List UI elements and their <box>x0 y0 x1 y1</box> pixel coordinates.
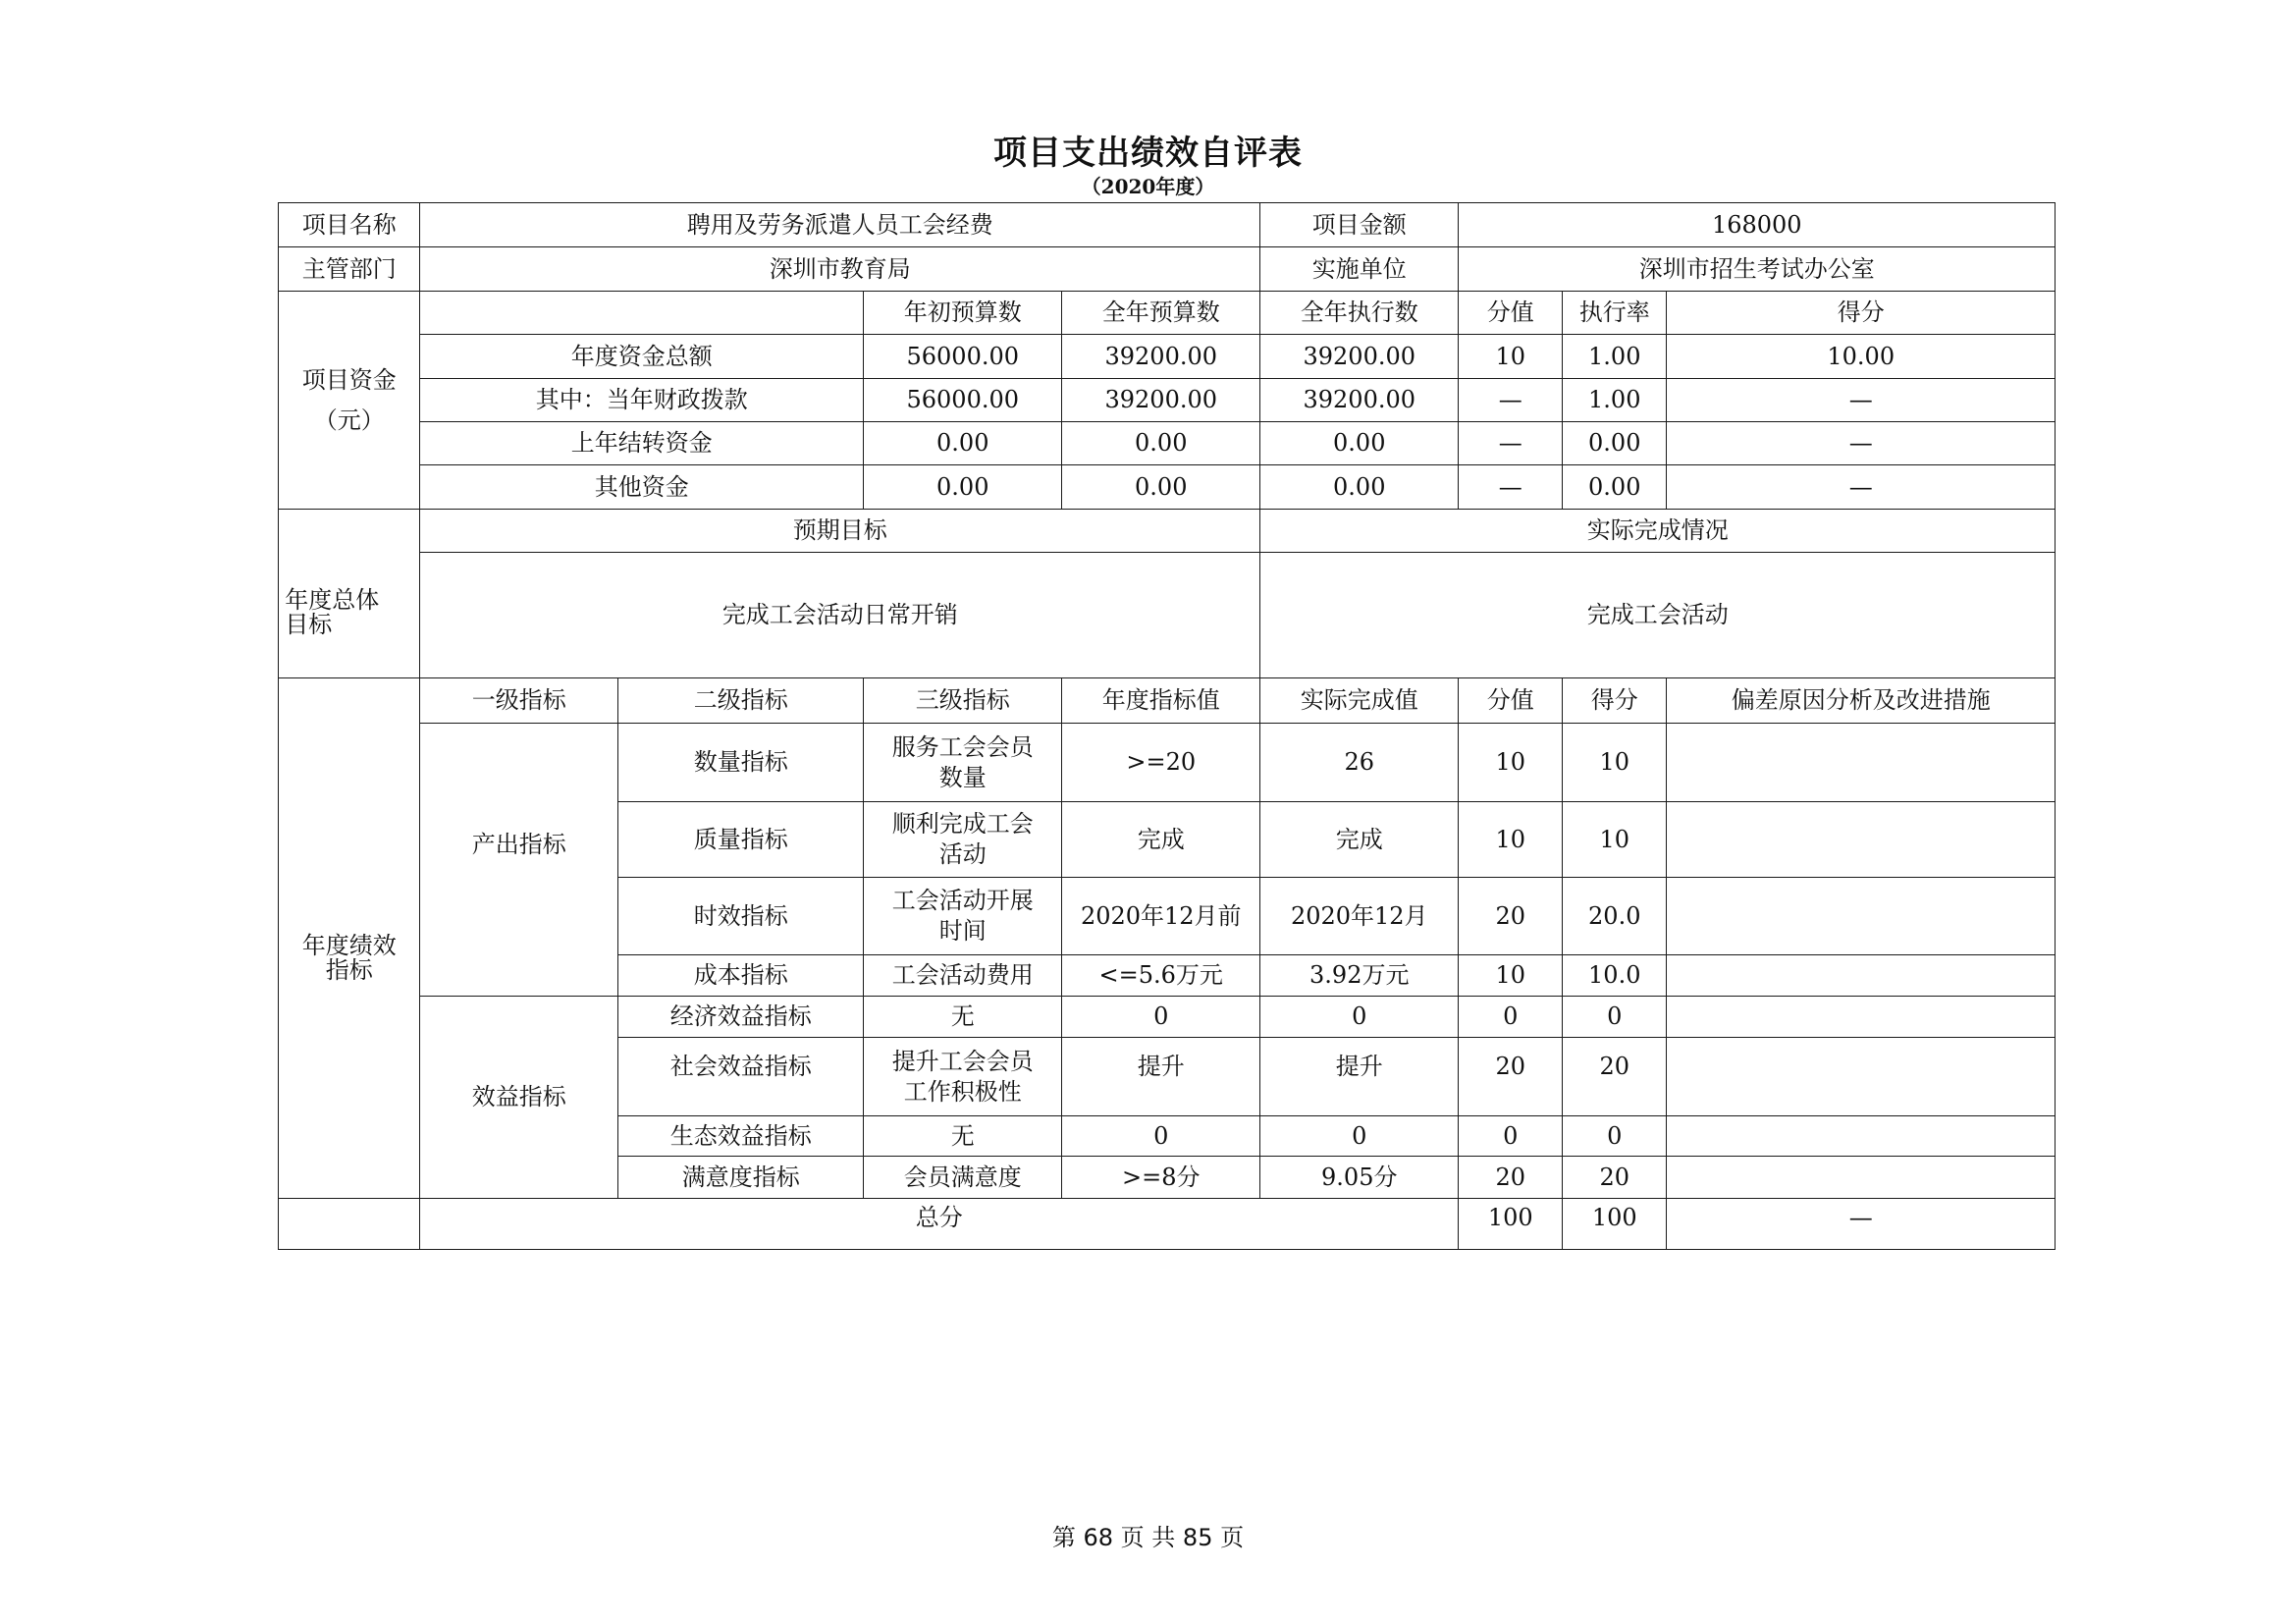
funding-header-executed <box>1259 291 1459 335</box>
cell-text: 无 <box>950 1121 975 1150</box>
cell-text: 0 <box>1153 1002 1169 1031</box>
cell-text: 100 <box>1487 1204 1533 1232</box>
funding-row-annual <box>1061 464 1260 510</box>
cell-text: — <box>1498 429 1522 458</box>
ind-target <box>1061 1156 1260 1199</box>
header-text: 得分 <box>1590 686 1638 715</box>
ind-header-level3 <box>863 677 1062 724</box>
funding-header-annual <box>1061 291 1260 335</box>
ind-weight <box>1458 1115 1563 1157</box>
ind-analysis <box>1666 723 2056 802</box>
implementer-value <box>1458 246 2056 292</box>
funding-row-score <box>1666 334 2056 379</box>
funding-header-weight <box>1458 291 1563 335</box>
funding-row-name <box>419 378 864 422</box>
department-label <box>278 246 420 292</box>
funding-row-weight <box>1458 378 1563 422</box>
cell-text: 数量 <box>938 763 987 791</box>
cell-text: — <box>1848 1204 1873 1232</box>
project-amount-value <box>1458 202 2056 247</box>
header-text: 三级指标 <box>915 686 1010 715</box>
ind-level2 <box>617 723 864 802</box>
cell-text: 20 <box>1495 1163 1526 1191</box>
cell-text: 经济效益指标 <box>669 1002 812 1031</box>
label-line: 项目资金 <box>301 365 397 394</box>
cell-text: 0 <box>1607 1002 1623 1031</box>
label-text: 项目金额 <box>1311 210 1407 239</box>
ind-level3 <box>863 954 1062 997</box>
ind-weight <box>1458 877 1563 955</box>
ind-level2 <box>617 801 864 878</box>
cell-text: 成本指标 <box>693 961 788 990</box>
cell-text: 0.00 <box>1333 429 1386 458</box>
ind-level3 <box>863 801 1062 878</box>
value-text: 聘用及劳务派遣人员工会经费 <box>686 210 993 239</box>
cell-text: 56000.00 <box>906 342 1019 370</box>
ind-actual <box>1259 1115 1459 1157</box>
ind-actual <box>1259 801 1459 878</box>
funding-row-initial <box>863 334 1062 379</box>
cell-text: 0.00 <box>1588 429 1641 458</box>
ind-actual <box>1259 954 1459 997</box>
cell-text: 10 <box>1495 961 1526 990</box>
cell-text: 会员满意度 <box>903 1163 1022 1191</box>
cell-text: 提升工会会员 <box>891 1047 1034 1075</box>
cell-text: — <box>1848 429 1873 458</box>
ind-weight <box>1458 1037 1563 1116</box>
ind-target <box>1061 723 1260 802</box>
goals-expected-header <box>419 509 1260 553</box>
cell-text: 0 <box>1153 1121 1169 1150</box>
header-text: 得分 <box>1837 298 1885 327</box>
cell-text: 时间 <box>938 917 987 946</box>
cell-text: 服务工会会员 <box>891 732 1034 761</box>
cell-text: >=8分 <box>1122 1163 1201 1191</box>
label-text: 项目名称 <box>301 210 397 239</box>
value-text: 深圳市招生考试办公室 <box>1638 254 1875 283</box>
header-text: 预期目标 <box>792 516 887 545</box>
value-text: 深圳市教育局 <box>769 254 911 283</box>
header-text: 偏差原因分析及改进措施 <box>1731 686 1991 715</box>
funding-row-rate <box>1562 421 1667 465</box>
cell-text: 顺利完成工会 <box>891 810 1034 839</box>
cell-text: 39200.00 <box>1303 386 1415 414</box>
ind-level3 <box>863 723 1062 802</box>
ind-level2 <box>617 1115 864 1157</box>
cell-text: 26 <box>1344 748 1375 777</box>
ind-level3 <box>863 1156 1062 1199</box>
ind-weight <box>1458 954 1563 997</box>
cell-text: 20 <box>1599 1163 1630 1191</box>
goals-expected-value <box>419 552 1260 678</box>
cell-text: 社会效益指标 <box>669 1053 812 1081</box>
cell-text: 10 <box>1495 342 1526 370</box>
label-line: 年度总体 <box>285 585 380 614</box>
cell-text: 0.00 <box>936 429 989 458</box>
cell-text: 10 <box>1495 825 1526 853</box>
ind-analysis <box>1666 996 2056 1038</box>
ind-weight <box>1458 1156 1563 1199</box>
cell-text: — <box>1498 386 1522 414</box>
funding-header-score <box>1666 291 2056 335</box>
header-text: 全年执行数 <box>1300 298 1418 327</box>
ind-score <box>1562 1156 1667 1199</box>
funding-row-rate <box>1562 334 1667 379</box>
funding-row-annual <box>1061 421 1260 465</box>
ind-actual <box>1259 877 1459 955</box>
ind-score <box>1562 801 1667 878</box>
ind-analysis <box>1666 1115 2056 1157</box>
ind-header-target <box>1061 677 1260 724</box>
cell-text: 1.00 <box>1588 386 1641 414</box>
cell-text: 20 <box>1495 901 1526 930</box>
cell-text: — <box>1848 386 1873 414</box>
cell-text: 3.92万元 <box>1309 961 1410 990</box>
project-name-value <box>419 202 1260 247</box>
cell-text: — <box>1848 472 1873 501</box>
cell-text: 0 <box>1352 1002 1367 1031</box>
ind-target <box>1061 1115 1260 1157</box>
cell-text: 0.00 <box>936 472 989 501</box>
page-number: 第 68 页 共 85 页 <box>1051 1524 1245 1551</box>
cell-text: 完成 <box>1335 825 1383 853</box>
cell-text: 20 <box>1599 1053 1630 1081</box>
ind-analysis <box>1666 801 2056 878</box>
label-text: 主管部门 <box>301 254 397 283</box>
header-text: 分值 <box>1486 686 1534 715</box>
cell-text: 时效指标 <box>693 901 788 930</box>
ind-level2 <box>617 1037 864 1116</box>
cell-text: 9.05分 <box>1321 1163 1398 1191</box>
cell-text: 0.00 <box>1135 429 1188 458</box>
ind-weight <box>1458 723 1563 802</box>
ind-weight <box>1458 801 1563 878</box>
cell-text: 39200.00 <box>1303 342 1415 370</box>
label-line: 年度绩效 <box>301 931 397 959</box>
ind-weight <box>1458 996 1563 1038</box>
cell-text: 100 <box>1591 1204 1637 1232</box>
page-title: 项目支出绩效自评表 <box>993 134 1303 173</box>
total-analysis <box>1666 1198 2056 1250</box>
cell-text: 2020年12月 <box>1290 901 1428 930</box>
ind-analysis <box>1666 954 2056 997</box>
cell-text: 20 <box>1495 1053 1526 1081</box>
header-text: 全年预算数 <box>1101 298 1220 327</box>
cell-text: 活动 <box>938 840 987 869</box>
value-text: 168000 <box>1711 210 1802 239</box>
label-text: 实施单位 <box>1311 254 1407 283</box>
ind-score <box>1562 1037 1667 1116</box>
ind-actual <box>1259 723 1459 802</box>
cell-text: 0 <box>1503 1121 1519 1150</box>
cell-text: 上年结转资金 <box>570 429 713 458</box>
cell-text: 满意度指标 <box>681 1163 800 1191</box>
ind-actual <box>1259 1037 1459 1116</box>
value-text: 完成工会活动日常开销 <box>721 601 958 629</box>
ind-score <box>1562 996 1667 1038</box>
cell-text: 0.00 <box>1135 472 1188 501</box>
funding-row-weight <box>1458 464 1563 510</box>
cell-text: 完成 <box>1137 825 1185 853</box>
funding-row-weight <box>1458 334 1563 379</box>
funding-row-executed <box>1259 464 1459 510</box>
ind-analysis <box>1666 1156 2056 1199</box>
cell-text: 质量指标 <box>693 825 788 853</box>
cell-text: 10.00 <box>1827 342 1896 370</box>
cell-text: — <box>1498 472 1522 501</box>
ind-actual <box>1259 996 1459 1038</box>
header-text: 实际完成情况 <box>1586 516 1729 545</box>
goals-actual-value <box>1259 552 2056 678</box>
funding-row-executed <box>1259 421 1459 465</box>
total-blank <box>278 1198 420 1250</box>
cell-text: 56000.00 <box>906 386 1019 414</box>
header-text: 执行率 <box>1578 298 1650 327</box>
cell-text: 年度资金总额 <box>570 342 713 370</box>
ind-level2 <box>617 1156 864 1199</box>
cell-text: 0 <box>1352 1121 1367 1150</box>
funding-row-annual <box>1061 378 1260 422</box>
goals-label <box>278 509 420 678</box>
cell-text: 10 <box>1495 748 1526 777</box>
cell-text: 其中：当年财政拨款 <box>535 386 748 414</box>
ind-target <box>1061 877 1260 955</box>
ind-score <box>1562 954 1667 997</box>
ind-level2 <box>617 954 864 997</box>
ind-score <box>1562 1115 1667 1157</box>
cell-text: 无 <box>950 1002 975 1031</box>
project-name-label <box>278 202 420 247</box>
cell-text: 10 <box>1599 825 1630 853</box>
ind-target <box>1061 996 1260 1038</box>
indicators-label <box>278 677 420 1199</box>
ind-header-analysis <box>1666 677 2056 724</box>
ind-level3 <box>863 1037 1062 1116</box>
header-text: 二级指标 <box>693 686 788 715</box>
funding-row-executed <box>1259 378 1459 422</box>
department-value <box>419 246 1260 292</box>
ind-level3 <box>863 1115 1062 1157</box>
ind-level2 <box>617 877 864 955</box>
cell-text: 20.0 <box>1588 901 1641 930</box>
funding-row-annual <box>1061 334 1260 379</box>
header-text: 年初预算数 <box>903 298 1022 327</box>
cell-text: 工作积极性 <box>903 1077 1022 1106</box>
cell-text: 提升 <box>1335 1053 1383 1081</box>
ind-header-level2 <box>617 677 864 724</box>
cell-text: 数量指标 <box>693 748 788 777</box>
total-label <box>419 1198 1459 1250</box>
cell-text: 39200.00 <box>1104 386 1217 414</box>
label-line: （元） <box>313 406 385 434</box>
cell-text: 10 <box>1599 748 1630 777</box>
ind-target <box>1061 1037 1260 1116</box>
ind-header-weight <box>1458 677 1563 724</box>
cell-text: >=20 <box>1126 748 1197 777</box>
cell-text: 10.0 <box>1588 961 1641 990</box>
funding-row-rate <box>1562 464 1667 510</box>
header-text: 年度指标值 <box>1101 686 1220 715</box>
cell-text: 提升 <box>1137 1053 1185 1081</box>
cell-text: 生态效益指标 <box>669 1121 812 1150</box>
funding-header-blank <box>419 291 864 335</box>
funding-row-name <box>419 464 864 510</box>
cell-text: 0.00 <box>1588 472 1641 501</box>
label-line: 目标 <box>285 610 333 638</box>
cell-text: 39200.00 <box>1104 342 1217 370</box>
ind-score <box>1562 723 1667 802</box>
funding-row-score <box>1666 464 2056 510</box>
ind-actual <box>1259 1156 1459 1199</box>
cell-text: 工会活动费用 <box>891 961 1034 990</box>
funding-row-initial <box>863 421 1062 465</box>
cell-text: 2020年12月前 <box>1080 901 1242 930</box>
ind-header-actual <box>1259 677 1459 724</box>
label-line: 指标 <box>325 955 373 984</box>
ind-analysis <box>1666 1037 2056 1116</box>
cell-text: 产出指标 <box>471 831 566 859</box>
ind-header-score <box>1562 677 1667 724</box>
header-text: 实际完成值 <box>1300 686 1418 715</box>
funding-row-initial <box>863 464 1062 510</box>
funding-label <box>278 291 420 510</box>
goals-actual-header <box>1259 509 2056 553</box>
ind-level1-output <box>419 723 618 997</box>
funding-header-initial <box>863 291 1062 335</box>
cell-text: <=5.6万元 <box>1098 961 1223 990</box>
ind-level3 <box>863 877 1062 955</box>
funding-row-score <box>1666 378 2056 422</box>
funding-header-rate <box>1562 291 1667 335</box>
cell-text: 1.00 <box>1588 342 1641 370</box>
project-amount-label <box>1259 202 1459 247</box>
ind-analysis <box>1666 877 2056 955</box>
funding-row-rate <box>1562 378 1667 422</box>
total-score <box>1562 1198 1667 1250</box>
cell-text: 0 <box>1503 1002 1519 1031</box>
header-text: 分值 <box>1486 298 1534 327</box>
total-weight <box>1458 1198 1563 1250</box>
ind-target <box>1061 954 1260 997</box>
funding-row-score <box>1666 421 2056 465</box>
funding-row-weight <box>1458 421 1563 465</box>
ind-level3 <box>863 996 1062 1038</box>
ind-header-level1 <box>419 677 618 724</box>
ind-target <box>1061 801 1260 878</box>
cell-text: 0.00 <box>1333 472 1386 501</box>
funding-row-initial <box>863 378 1062 422</box>
funding-row-name <box>419 421 864 465</box>
funding-row-executed <box>1259 334 1459 379</box>
ind-score <box>1562 877 1667 955</box>
implementer-label <box>1259 246 1459 292</box>
cell-text: 其他资金 <box>594 472 689 501</box>
funding-row-name <box>419 334 864 379</box>
cell-text: 效益指标 <box>471 1083 566 1111</box>
value-text: 完成工会活动 <box>1586 601 1729 629</box>
cell-text: 0 <box>1607 1121 1623 1150</box>
ind-level1-benefit <box>419 996 618 1199</box>
ind-level2 <box>617 996 864 1038</box>
page-subtitle: （2020年度） <box>1081 175 1215 198</box>
cell-text: 工会活动开展 <box>891 887 1034 915</box>
cell-text: 总分 <box>915 1204 963 1232</box>
header-text: 一级指标 <box>471 686 566 715</box>
